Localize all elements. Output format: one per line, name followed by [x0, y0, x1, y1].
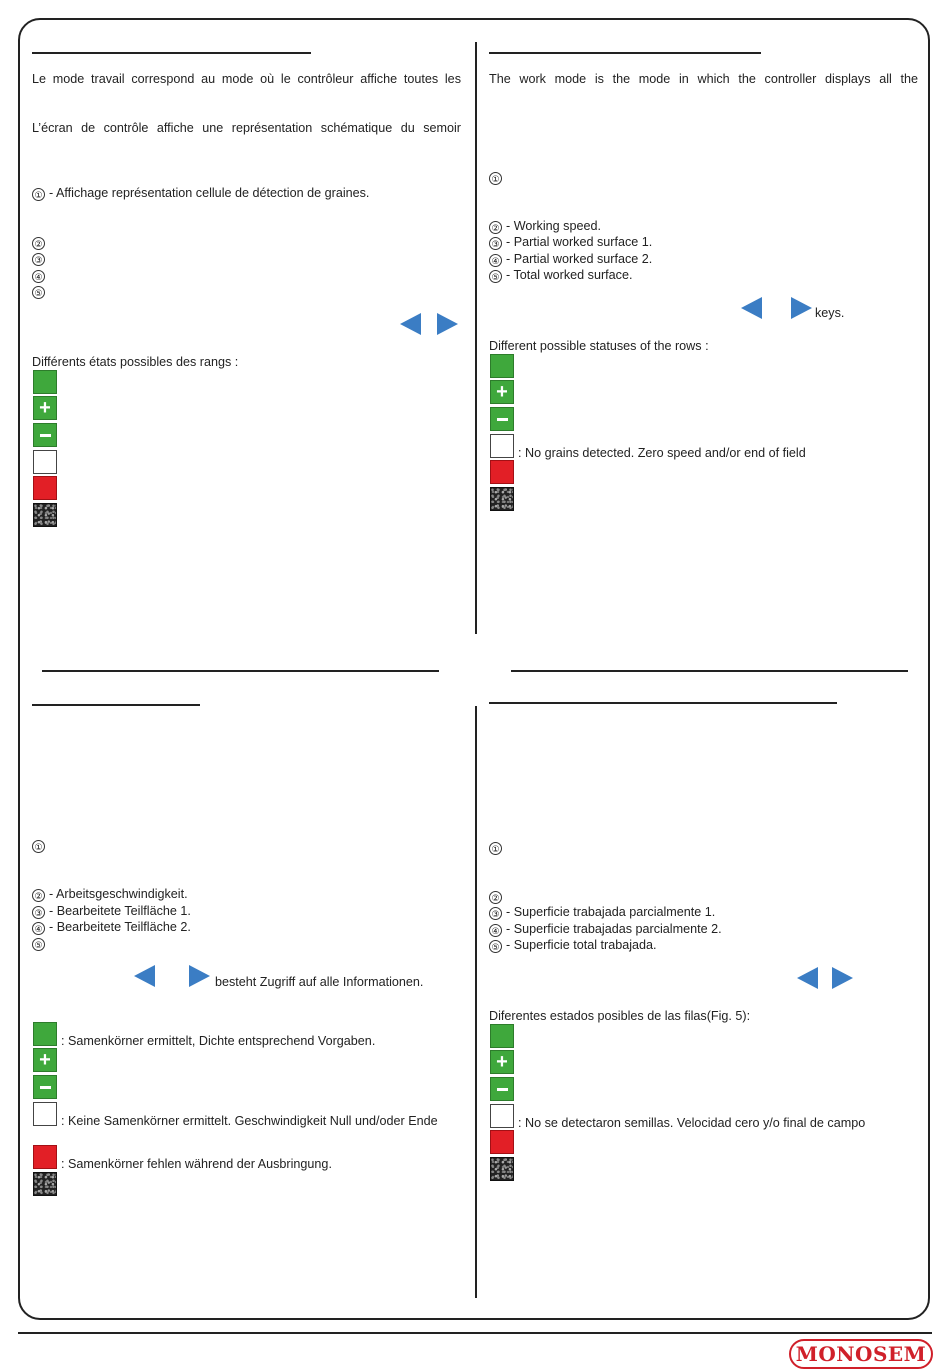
en-item-2: ② - Working speed. — [489, 218, 601, 234]
fr-intro-line-1: Le mode travail correspond au mode où le contrôleur affiche toutes les — [32, 72, 461, 86]
en-status-minus-icon — [490, 407, 514, 431]
es-item-1 — [489, 839, 506, 855]
number-5-marker: ⑤ — [489, 940, 502, 953]
de-left-arrow-icon — [134, 965, 155, 987]
fr-status-plus-icon: + — [33, 396, 57, 420]
fr-statuses-title: Différents états possibles des rangs : — [32, 355, 239, 369]
de-status-green-text: : Samenkörner ermittelt, Dichte entsprechend Vorgaben. — [61, 1034, 376, 1048]
number-3-marker: ③ — [32, 253, 45, 266]
es-heading-rule — [489, 702, 837, 704]
footer-rule — [18, 1332, 932, 1334]
de-item-1 — [32, 837, 49, 853]
de-item-2: ② - Arbeitsgeschwindigkeit. — [32, 886, 188, 902]
fr-left-arrow-icon — [400, 313, 421, 335]
de-status-red-text: : Samenkörner fehlen während der Ausbringung. — [61, 1157, 332, 1171]
en-left-arrow-icon — [741, 297, 762, 319]
es-item-5: ⑤ - Superficie total trabajada. — [489, 937, 657, 953]
en-status-black-icon — [490, 487, 514, 511]
number-2-marker: ② — [32, 237, 45, 250]
bottom-column-divider — [475, 706, 477, 1298]
fr-status-white-icon — [33, 450, 57, 474]
number-2-marker: ② — [32, 889, 45, 902]
de-item-5 — [32, 935, 49, 951]
en-status-green-icon — [490, 354, 514, 378]
fr-item-5 — [32, 283, 49, 299]
number-1-marker: ① — [489, 842, 502, 855]
fr-status-red-icon — [33, 476, 57, 500]
de-item-4: ④ - Bearbeitete Teilfläche 2. — [32, 919, 191, 935]
fr-status-green-icon — [33, 370, 57, 394]
top-column-divider — [475, 42, 477, 634]
es-right-arrow-icon — [832, 967, 853, 989]
de-status-white-icon — [33, 1102, 57, 1126]
en-statuses-title: Different possible statuses of the rows : — [489, 339, 709, 353]
de-status-green-icon — [33, 1022, 57, 1046]
es-left-arrow-icon — [797, 967, 818, 989]
number-5-marker: ⑤ — [32, 286, 45, 299]
es-section-rule — [511, 670, 908, 672]
es-status-minus-icon — [490, 1077, 514, 1101]
number-4-marker: ④ — [489, 924, 502, 937]
number-3-marker: ③ — [489, 907, 502, 920]
fr-status-minus-icon — [33, 423, 57, 447]
fr-right-arrow-icon — [437, 313, 458, 335]
es-status-white-icon — [490, 1104, 514, 1128]
number-1-marker: ① — [489, 172, 502, 185]
fr-status-black-icon — [33, 503, 57, 527]
number-2-marker: ② — [489, 221, 502, 234]
number-1-marker: ① — [32, 188, 45, 201]
en-status-plus-icon: + — [490, 380, 514, 404]
de-item-3: ③ - Bearbeitete Teilfläche 1. — [32, 903, 191, 919]
es-item-4: ④ - Superficie trabajadas parcialmente 2. — [489, 921, 722, 937]
en-heading-rule — [489, 52, 761, 54]
de-section-rule — [42, 670, 439, 672]
de-status-minus-icon — [33, 1075, 57, 1099]
number-4-marker: ④ — [489, 254, 502, 267]
en-item-3: ③ - Partial worked surface 1. — [489, 234, 652, 250]
es-status-red-icon — [490, 1130, 514, 1154]
number-3-marker: ③ — [489, 237, 502, 250]
de-keys-text: besteht Zugriff auf alle Informationen. — [215, 975, 424, 989]
es-statuses-title: Diferentes estados posibles de las filas(Fig. 5): — [489, 1009, 751, 1023]
fr-item-4 — [32, 267, 49, 283]
en-keys-text: keys. — [815, 306, 845, 320]
de-status-plus-icon: + — [33, 1048, 57, 1072]
de-status-black-icon — [33, 1172, 57, 1196]
number-1-marker: ① — [32, 840, 45, 853]
de-right-arrow-icon — [189, 965, 210, 987]
number-4-marker: ④ — [32, 270, 45, 283]
fr-heading-rule — [32, 52, 311, 54]
es-status-white-text: : No se detectaron semillas. Velocidad cero y/o final de campo — [518, 1116, 866, 1130]
es-status-black-icon — [490, 1157, 514, 1181]
en-status-red-icon — [490, 460, 514, 484]
fr-item-1: ① - Affichage représentation cellule de détection de graines. — [32, 185, 369, 201]
es-item-3: ③ - Superficie trabajada parcialmente 1. — [489, 904, 715, 920]
number-5-marker: ⑤ — [32, 938, 45, 951]
en-item-5: ⑤ - Total worked surface. — [489, 267, 632, 283]
en-status-white-icon — [490, 434, 514, 458]
es-item-2 — [489, 888, 506, 904]
number-3-marker: ③ — [32, 906, 45, 919]
es-status-plus-icon: + — [490, 1050, 514, 1074]
en-item-4: ④ - Partial worked surface 2. — [489, 251, 652, 267]
en-status-white-text: : No grains detected. Zero speed and/or end of field — [518, 446, 806, 460]
monosem-logo-text: MONOSEM — [795, 1342, 927, 1366]
fr-item-2 — [32, 234, 49, 250]
de-heading-rule — [32, 704, 200, 706]
number-4-marker: ④ — [32, 922, 45, 935]
number-5-marker: ⑤ — [489, 270, 502, 283]
en-right-arrow-icon — [791, 297, 812, 319]
fr-item-3 — [32, 250, 49, 266]
de-status-white-text: : Keine Samenkörner ermittelt. Geschwindigkeit Null und/oder Ende — [61, 1114, 438, 1128]
fr-intro-line-2: L’écran de contrôle affiche une représentation schématique du semoir — [32, 121, 461, 135]
es-status-green-icon — [490, 1024, 514, 1048]
monosem-logo — [789, 1339, 933, 1369]
en-item-1 — [489, 169, 506, 185]
en-intro-line-1: The work mode is the mode in which the controller displays all the — [489, 72, 918, 86]
de-status-red-icon — [33, 1145, 57, 1169]
number-2-marker: ② — [489, 891, 502, 904]
